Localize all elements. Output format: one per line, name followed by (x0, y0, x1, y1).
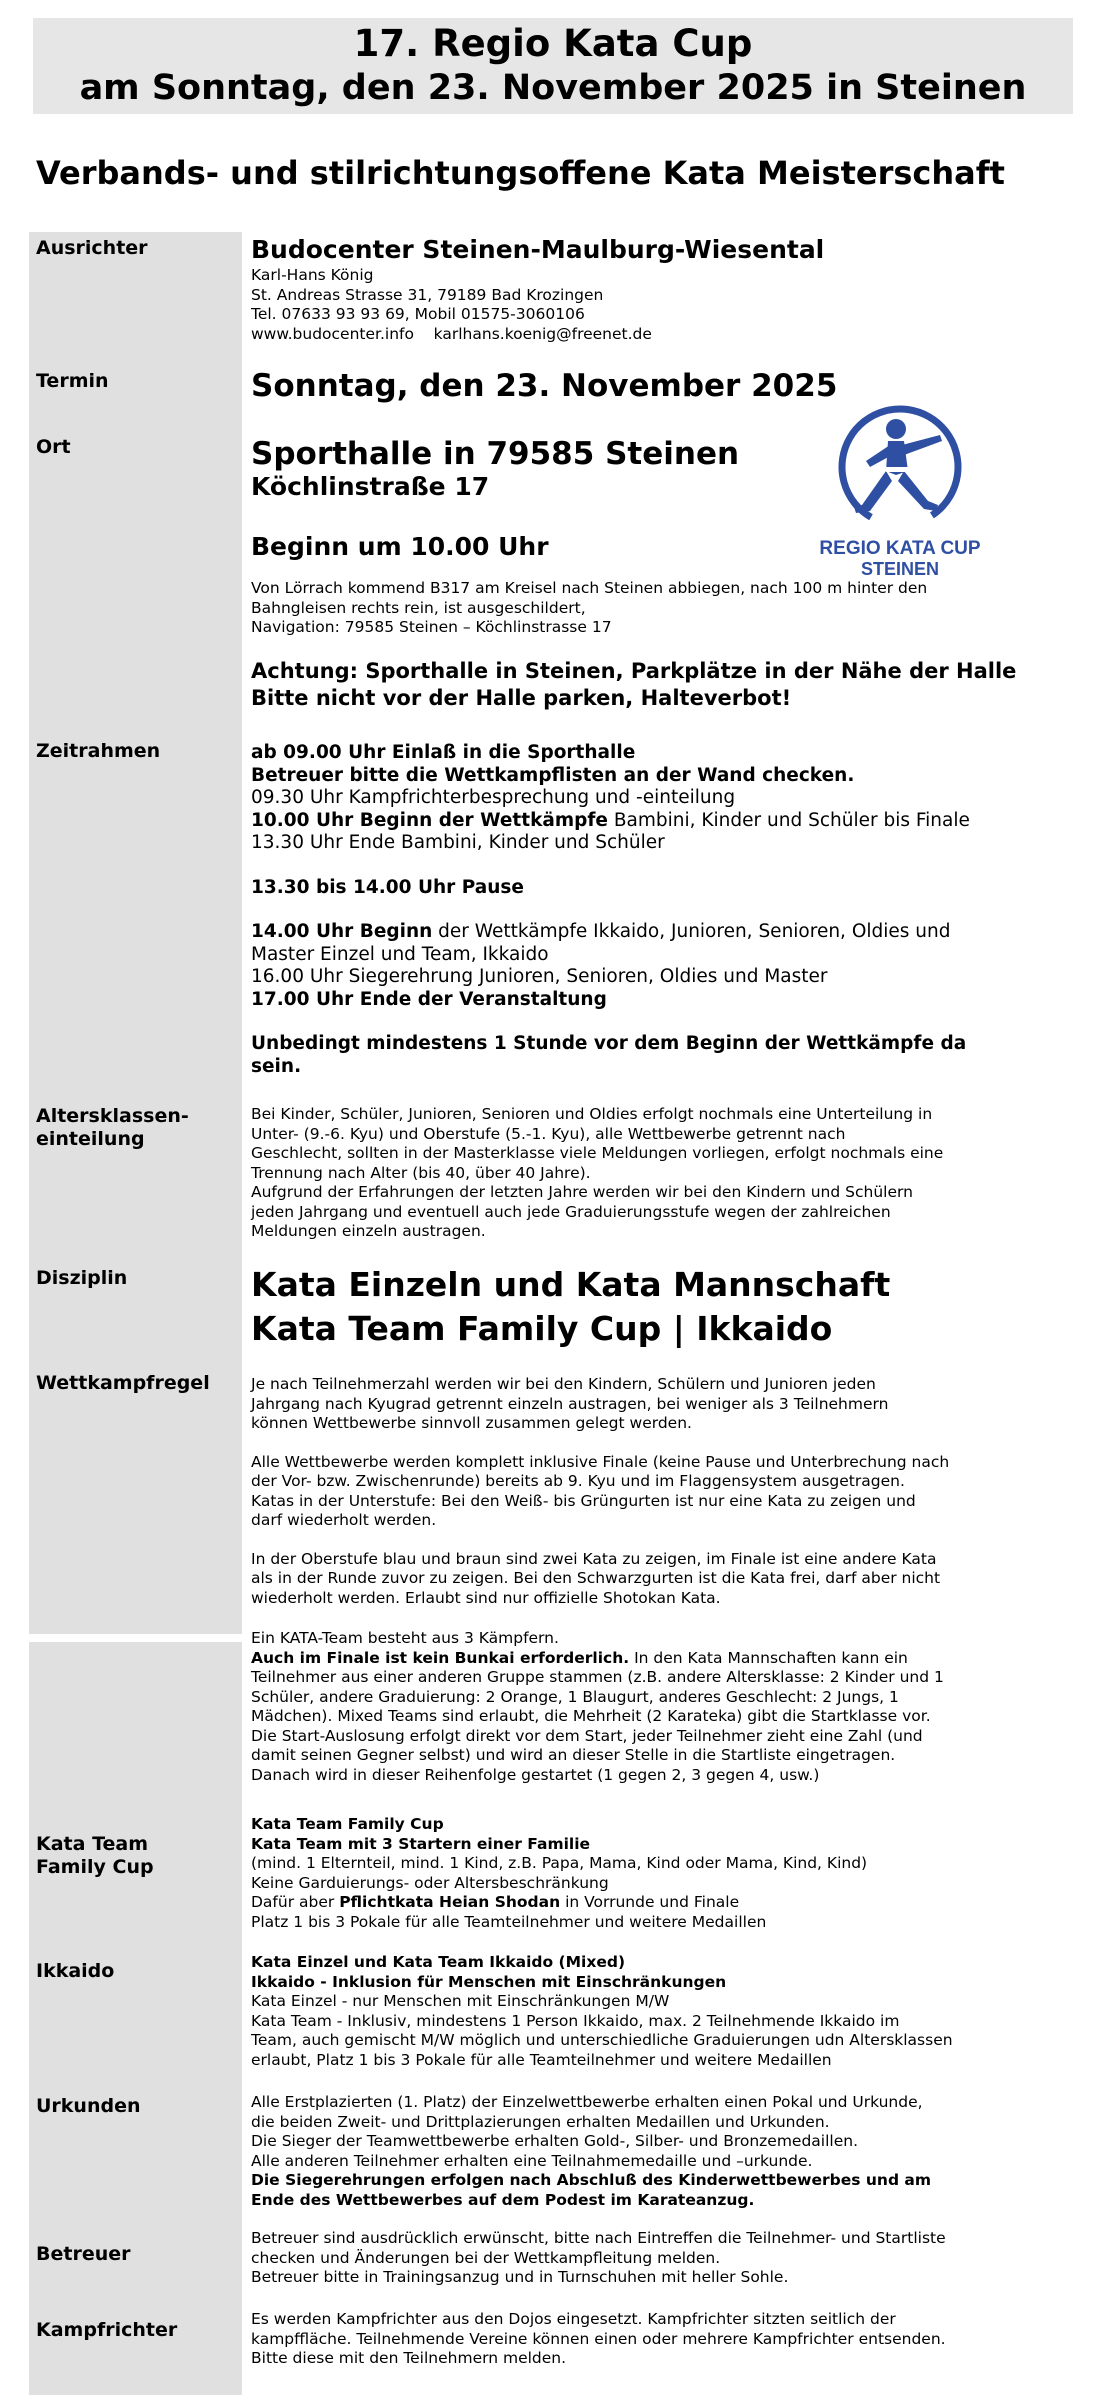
altersklassen-section (251, 1105, 1021, 1242)
betreuer-section (251, 2229, 1021, 2288)
rule-line: Danach wird in dieser Reihenfolge gestartet (1 gegen 2, 3 gegen 4, usw.) (251, 1765, 820, 1784)
logo-text-line1: REGIO KATA CUP (819, 538, 981, 559)
schedule-entry-afternoon-cont: Master Einzel und Team, Ikkaido (251, 943, 549, 965)
rule-line: damit seinen Gegner selbst) und wird an dieser Stelle in die Startliste eingetragen. (251, 1746, 896, 1764)
venue-street: Köchlinstraße 17 (251, 472, 490, 501)
kata-team-line: (mind. 1 Elternteil, mind. 1 Kind, z.B. Papa, Mama, Kind oder Mama, Kind, Kind) (251, 1854, 868, 1872)
urkunden-ceremony-line: Ende des Wettbewerbes auf dem Podest im Karateanzug. (251, 2190, 755, 2209)
disziplin-section (251, 1263, 1021, 1351)
label-column-gap (29, 1634, 242, 1642)
kampfrichter-line: Es werden Kampfrichter aus den Dojos eingesetzt. Kampfrichter sitzten seitlich der (251, 2310, 896, 2328)
kata-team-subheading: Kata Team mit 3 Startern einer Familie (251, 1834, 591, 1853)
ausrichter-section (251, 235, 1021, 344)
rule-line: In der Oberstufe blau und braun sind zwei Kata zu zeigen, im Finale ist eine andere Kata (251, 1549, 937, 1568)
rule-line: als in der Runde zuvor zu zeigen. Bei den Schwarzgurten ist die Kata frei, darf aber nicht (251, 1569, 941, 1587)
organizer-contact-name: Karl-Hans König (251, 266, 374, 284)
label-ort: Ort (36, 436, 71, 458)
ikkaido-line: Kata Einzel - nur Menschen mit Einschränkungen M/W (251, 1992, 670, 2010)
kata-team-text: in Vorrunde und Finale (560, 1893, 740, 1911)
altersklassen-line: Geschlecht, sollten in der Masterklasse viele Meldungen vorliegen, erfolgt nochmals eine (251, 1144, 944, 1162)
label-altersklassen (36, 1105, 189, 1151)
organizer-web-email: www.budocenter.info karlhans.koenig@freenet.de (251, 324, 652, 343)
schedule-start-text: Bambini, Kinder und Schüler bis Finale (607, 809, 970, 831)
schedule-entry-start-kids (251, 810, 1021, 833)
ikkaido-line: Kata Team - Inklusiv, mindestens 1 Person Ikkaido, max. 2 Teilnehmende Ikkaido im (251, 2011, 900, 2030)
label-betreuer: Betreuer (36, 2243, 131, 2265)
urkunden-line: Alle anderen Teilnehmer erhalten eine Teilnahmemedaille und –urkunde. (251, 2151, 813, 2170)
organizer-phone: Tel. 07633 93 93 69, Mobil 01575-3060106 (251, 305, 585, 323)
schedule-entry-checklists: Betreuer bitte die Wettkampflisten an der Wand checken. (251, 764, 855, 786)
rule-line: Teilnehmer aus einer anderen Gruppe stammen (z.B. andere Altersklasse: 2 Kinder und 1 (251, 1668, 944, 1686)
schedule-afternoon-text: der Wettkämpfe Ikkaido, Junioren, Senioren, Oldies und (432, 921, 951, 942)
urkunden-section (251, 2093, 1021, 2210)
betreuer-line: Betreuer bitte in Trainingsanzug und in Turnschuhen mit heller Sohle. (251, 2268, 789, 2286)
organizer-name: Budocenter Steinen-Maulburg-Wiesental (251, 235, 825, 264)
ikkaido-section (251, 1953, 1021, 2070)
label-kata-team-line2: Family Cup (36, 1856, 154, 1878)
parking-warning-line2: Bitte nicht vor der Halle parken, Halteverbot! (251, 685, 792, 710)
kata-team-line (251, 1893, 1021, 1913)
urkunden-line: Die Sieger der Teamwettbewerbe erhalten Gold-, Silber- und Bronzemedaillen. (251, 2132, 859, 2150)
label-kata-team (36, 1833, 154, 1879)
label-zeitrahmen: Zeitrahmen (36, 740, 161, 762)
kata-team-section (251, 1815, 1021, 1932)
termin-section (251, 368, 1021, 404)
rule-line: Schüler, andere Graduierung: 2 Orange, 1 Blaugurt, anderes Geschlecht: 2 Jungs, 1 (251, 1687, 899, 1706)
label-column (29, 232, 242, 2395)
kata-team-line: Platz 1 bis 3 Pokale für alle Teamteilnehmer und weitere Medaillen (251, 1912, 767, 1931)
start-time: Beginn um 10.00 Uhr (251, 532, 549, 561)
altersklassen-line: Trennung nach Alter (bis 40, über 40 Jahre). (251, 1163, 591, 1182)
kata-team-text: Dafür aber (251, 1893, 340, 1911)
altersklassen-line: Meldungen einzeln austragen. (251, 1222, 486, 1240)
schedule-entry-judges-briefing: 09.30 Uhr Kampfrichterbesprechung und -einteilung (251, 787, 736, 808)
label-wettkampfregel: Wettkampfregel (36, 1372, 210, 1394)
schedule-entry-end: 17.00 Uhr Ende der Veranstaltung (251, 988, 607, 1010)
rule-line: können Wettbewerbe sinnvoll zusammen gelegt werden. (251, 1414, 692, 1432)
rule-line: Mädchen). Mixed Teams sind erlaubt, die Mehrheit (2 Karateka) gibt die Startklasse vor. (251, 1707, 931, 1725)
directions-line3: Navigation: 79585 Steinen – Köchlinstrasse 17 (251, 618, 612, 636)
rule-line: Katas in der Unterstufe: Bei den Weiß- bis Grüngurten ist nur eine Kata zu zeigen und (251, 1491, 916, 1510)
disziplin-line2: Kata Team Family Cup | Ikkaido (251, 1309, 833, 1348)
regio-kata-cup-logo (800, 405, 1000, 585)
schedule-start-bold: 10.00 Uhr Beginn der Wettkämpfe (251, 809, 608, 831)
altersklassen-line: jeden Jahrgang und eventuell auch jede Graduierungsstufe wegen der zahlreichen (251, 1202, 891, 1221)
kata-team-heading: Kata Team Family Cup (251, 1815, 444, 1833)
rule-line: wiederholt werden. Erlaubt sind nur offizielle Shotokan Kata. (251, 1588, 721, 1607)
betreuer-line: checken und Änderungen bei der Wettkampfleitung melden. (251, 2248, 721, 2267)
kampfrichter-line: kampffläche. Teilnehmende Vereine können einen oder mehrere Kampfrichter entsenden. (251, 2329, 946, 2348)
rule-bunkai-bold: Auch im Finale ist kein Bunkai erforderlich. (251, 1648, 630, 1667)
label-termin: Termin (36, 370, 109, 392)
ikkaido-subheading: Ikkaido - Inklusion für Menschen mit Einschränkungen (251, 1972, 727, 1991)
schedule-pause: 13.30 bis 14.00 Uhr Pause (251, 876, 524, 898)
schedule-entry-ceremony: 16.00 Uhr Siegerehrung Junioren, Senioren, Oldies und Master (251, 966, 828, 987)
kata-team-mandatory-kata: Pflichtkata Heian Shodan (339, 1893, 561, 1911)
label-altersklassen-line2: einteilung (36, 1128, 145, 1150)
label-ausrichter: Ausrichter (36, 237, 148, 259)
urkunden-ceremony-line: Die Siegerehrungen erfolgen nach Abschluß des Kinderwettbewerbes und am (251, 2171, 932, 2189)
urkunden-line: Alle Erstplazierten (1. Platz) der Einzelwettbewerbe erhalten einen Pokal und Urkunde, (251, 2093, 923, 2111)
rule-line: der Vor- bzw. Zwischenrunde) bereits ab 9. Kyu und im Flaggensystem ausgetragen. (251, 1472, 905, 1490)
arrival-note-line1: Unbedingt mindestens 1 Stunde vor dem Beginn der Wettkämpfe da (251, 1033, 967, 1054)
organizer-address: St. Andreas Strasse 31, 79189 Bad Krozingen (251, 285, 604, 304)
altersklassen-line: Aufgrund der Erfahrungen der letzten Jahre werden wir bei den Kindern und Schülern (251, 1183, 913, 1201)
urkunden-line: die beiden Zweit- und Drittplazierungen erhalten Medaillen und Urkunden. (251, 2112, 830, 2131)
parking-warning-line1: Achtung: Sporthalle in Steinen, Parkplätze in der Nähe der Halle (251, 658, 1017, 683)
rule-line: Jahrgang nach Kyugrad getrennt einzeln austragen, bei weniger als 3 Teilnehmern (251, 1394, 889, 1413)
ikkaido-line: erlaubt, Platz 1 bis 3 Pokale für alle Teamteilnehmer und weitere Medaillen (251, 2050, 832, 2069)
schedule-entry-afternoon (251, 921, 1021, 944)
rule-bunkai-text: In den Kata Mannschaften kann ein (629, 1648, 908, 1667)
label-disziplin: Disziplin (36, 1267, 128, 1289)
label-urkunden: Urkunden (36, 2095, 141, 2117)
title-box (33, 18, 1073, 114)
directions-line1: Von Lörrach kommend B317 am Kreisel nach Steinen abbiegen, nach 100 m hinter den (251, 579, 928, 597)
rule-line: darf wiederholt werden. (251, 1511, 437, 1529)
logo-text-line2: STEINEN (860, 559, 939, 579)
kampfrichter-line: Bitte diese mit den Teilnehmern melden. (251, 2349, 567, 2367)
arrival-note-line2: sein. (251, 1055, 302, 1077)
kampfrichter-section (251, 2310, 1021, 2369)
event-title: 17. Regio Kata Cup (353, 22, 753, 65)
schedule-entry-admission: ab 09.00 Uhr Einlaß in die Sporthalle (251, 742, 636, 763)
betreuer-line: Betreuer sind ausdrücklich erwünscht, bitte nach Eintreffen die Teilnehmer- und Startliste (251, 2229, 946, 2247)
ikkaido-line: Team, auch gemischt M/W möglich und unterschiedliche Graduierungen udn Altersklassen (251, 2031, 953, 2049)
termin-date: Sonntag, den 23. November 2025 (251, 368, 838, 404)
rule-line: Ein KATA-Team besteht aus 3 Kämpfern. (251, 1629, 559, 1647)
label-altersklassen-line1: Altersklassen- (36, 1105, 189, 1127)
rule-line: Die Start-Auslosung erfolgt direkt vor dem Start, jeder Teilnehmer zieht eine Zahl (und (251, 1726, 923, 1745)
ikkaido-heading: Kata Einzel und Kata Team Ikkaido (Mixed) (251, 1953, 626, 1971)
venue-name: Sporthalle in 79585 Steinen (251, 436, 740, 472)
disziplin-line1: Kata Einzeln und Kata Mannschaft (251, 1265, 891, 1304)
altersklassen-line: Bei Kinder, Schüler, Junioren, Senioren und Oldies erfolgt nochmals eine Unterteilung in (251, 1105, 933, 1123)
rule-line: Je nach Teilnehmerzahl werden wir bei den Kindern, Schülern und Junioren jeden (251, 1375, 876, 1393)
wettkampfregel-section (251, 1375, 1021, 1785)
event-subtitle: Verbands- und stilrichtungsoffene Kata Meisterschaft (36, 154, 1005, 192)
altersklassen-line: Unter- (9.-6. Kyu) und Oberstufe (5.-1. Kyu), alle Wettbewerbe getrennt nach (251, 1124, 846, 1143)
rule-line: Alle Wettbewerbe werden komplett inklusive Finale (keine Pause und Unterbrechung nach (251, 1452, 950, 1471)
zeitrahmen-section (251, 742, 1021, 1078)
kata-team-line: Keine Garduierungs- oder Altersbeschränkung (251, 1873, 609, 1892)
directions-line2: Bahngleisen rechts rein, ist ausgeschildert, (251, 598, 586, 617)
label-kampfrichter: Kampfrichter (36, 2319, 178, 2341)
label-kata-team-line1: Kata Team (36, 1833, 149, 1855)
schedule-entry-end-kids: 13.30 Uhr Ende Bambini, Kinder und Schüler (251, 832, 665, 853)
rule-line (251, 1649, 1021, 1669)
label-ikkaido: Ikkaido (36, 1960, 115, 1982)
event-date-line: am Sonntag, den 23. November 2025 in Steinen (79, 68, 1027, 108)
schedule-afternoon-bold: 14.00 Uhr Beginn (251, 921, 433, 942)
